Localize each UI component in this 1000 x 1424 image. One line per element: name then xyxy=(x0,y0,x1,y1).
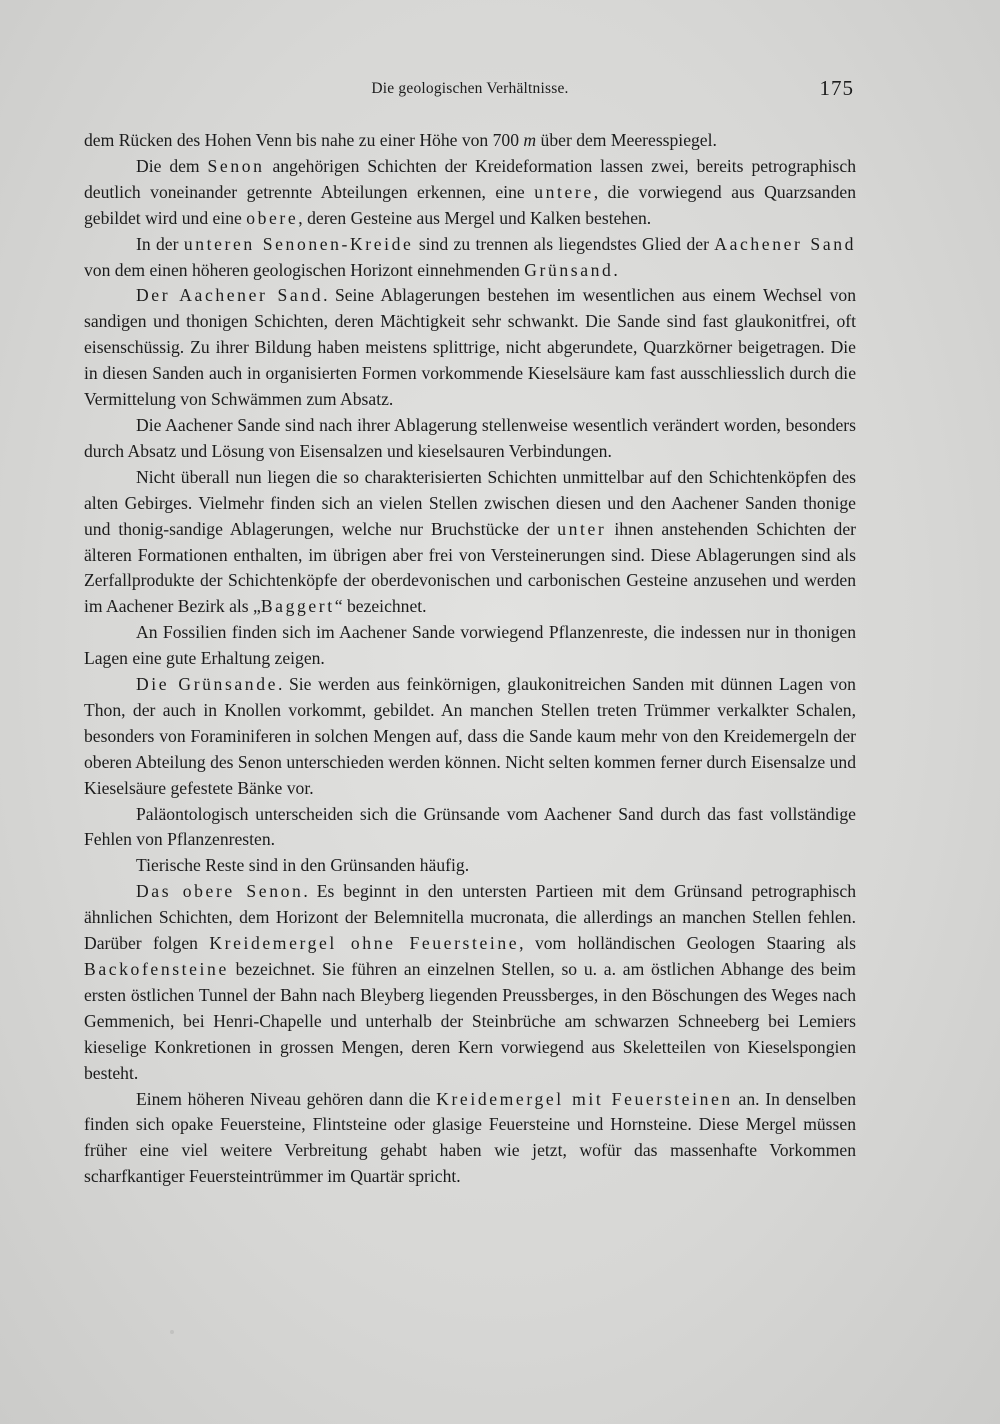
text-run: angehörigen Schichten der Kreideformation lassen zwei, bereits petrographisch deutlich voneinander getrennte Abteilungen erkennen, eine xyxy=(84,155,856,202)
text-run: Tierische Reste sind in den Grünsanden häufig. xyxy=(136,855,470,876)
text-run: von dem einen höheren geologischen Horizont einnehmenden xyxy=(84,259,525,280)
text-run: an. In denselben finden sich opake Feuersteine, Flintsteine oder glasige Feuersteine und Hornsteine. Diese Mergel müssen früher eine viel weitere Verbreitung gehabt haben wie jetzt, wofür das massenhafte Vorkommen scharfkantiger Feuersteintrümmer im Quartär spricht. xyxy=(84,1088,856,1187)
paragraph xyxy=(84,853,856,879)
running-title: Die geologischen Verhältnisse. xyxy=(371,80,569,97)
text-run: . xyxy=(613,259,618,280)
text-run: Paläontologisch unterscheiden sich die Grünsande vom Aachener Sand durch das fast vollständige Fehlen von Pflanzenresten. xyxy=(84,803,856,850)
text-run: Einem höheren Niveau gehören dann die xyxy=(136,1088,437,1109)
text-run: Die dem xyxy=(136,155,208,176)
spaced-emphasis: Grünsand xyxy=(524,259,614,280)
text-run: ihnen anstehenden Schichten der älteren Formationen enthalten, im übrigen aber frei von Versteinerungen sind. Diese Ablagerungen sind als Zerfallprodukte der Schichtenköpfe der oberdevonischen und carbonischen Gesteine anzusehen und werden im Aachener Bezirk als „ xyxy=(84,518,856,617)
paragraph xyxy=(84,802,856,854)
paper-spot xyxy=(495,945,498,948)
text-run: Die Aachener Sande sind nach ihrer Ablagerung stellenweise wesentlich verändert worden, besonders durch Absatz und Lösung von Eisensalzen und kieselsauren Verbindungen. xyxy=(84,414,856,461)
paragraph xyxy=(84,413,856,465)
text-run: “ bezeichnet. xyxy=(334,596,427,617)
text-run: , deren Gesteine aus Mergel und Kalken bestehen. xyxy=(298,207,652,228)
text-run: In der xyxy=(136,233,184,254)
spaced-emphasis: Kreidemergel mit Feuersteinen xyxy=(436,1088,733,1109)
text-run: . Es beginnt in den untersten Partieen mit dem Grünsand petrographisch ähnlichen Schichten, dem Horizont der Belemnitella mucronata, die allerdings an manchen Stellen fehlen. Darüber folgen xyxy=(84,881,856,954)
text-run: bezeichnet. Sie führen an einzelnen Stellen, so u. a. am östlichen Abhange des beim ersten östlichen Tunnel der Bahn nach Bleyberg liegenden Preussberges, in den Böschungen des Weges nach Gemmenich, bei Henri-Chapelle und unterhalb der Steinbrüche am schwarzen Schneeberg bei Lemiers kieselige Konkretionen in grossen Mengen, deren Kern vorwiegend aus Skeletteilen von Kieselspongien besteht. xyxy=(84,959,856,1083)
text-run: . Sie werden aus feinkörnigen, glaukonitreichen Sanden mit dünnen Lagen von Thon, der auch in Knollen vorkommt, gebildet. An manchen Stellen treten Trümmer verkalkter Schalen, besonders von Foraminiferen in solchen Mengen auf, dass die Sande kaum mehr von den Kreidemergeln der oberen Abteilung des Senon unterschieden werden können. Nicht selten kommen ferner durch Eisensalze und Kieselsäure gefestete Bänke vor. xyxy=(84,674,856,798)
paragraph xyxy=(84,672,856,802)
spaced-emphasis: Der Aachener Sand xyxy=(136,285,324,306)
page-header xyxy=(84,76,856,106)
spaced-emphasis: Senon xyxy=(207,155,265,176)
paragraph xyxy=(84,128,856,154)
spaced-emphasis: Baggert xyxy=(260,596,335,617)
body-text xyxy=(84,128,856,1190)
text-run: sind zu trennen als liegendstes Glied der xyxy=(413,233,715,254)
paragraph xyxy=(84,879,856,1086)
paragraph xyxy=(84,232,856,284)
spaced-emphasis: unter xyxy=(557,518,607,539)
text-run: dem Rücken des Hohen Venn bis nahe zu einer Höhe von 700 xyxy=(84,130,524,150)
paper-spot xyxy=(170,1330,174,1334)
text-run: , vom holländischen Geologen Staaring als xyxy=(519,933,856,954)
text-run: An Fossilien finden sich im Aachener Sande vorwiegend Pflanzenreste, die indessen nur in thonigen Lagen eine gute Erhaltung zeigen. xyxy=(84,622,856,669)
paragraph xyxy=(84,283,856,413)
paragraph xyxy=(84,1087,856,1191)
spaced-emphasis: Backofensteine xyxy=(84,959,229,979)
paragraph xyxy=(84,465,856,620)
spaced-emphasis: Kreidemergel ohne Feuersteine xyxy=(209,933,520,954)
text-run: über dem Meeresspiegel. xyxy=(536,130,717,150)
text-run: , die vorwiegend aus Quarzsanden gebildet wird und eine xyxy=(84,181,856,228)
spaced-emphasis: untere xyxy=(534,181,594,202)
italic-unit: m xyxy=(523,130,537,150)
paragraph xyxy=(84,620,856,672)
page-number: 175 xyxy=(819,76,854,100)
text-run: Nicht überall nun liegen die so charakterisierten Schichten unmittelbar auf den Schichtenköpfen des alten Gebirges. Vielmehr finden sich an vielen Stellen zwischen diesen und den Aachener Sanden thonige und thonig-sandige Ablagerungen, welche nur Bruchstücke der xyxy=(84,466,856,539)
spaced-emphasis: unteren Senonen-Kreide xyxy=(183,233,414,254)
spaced-emphasis: Die Grünsande xyxy=(136,674,279,695)
text-run: . Seine Ablagerungen bestehen im wesentlichen aus einem Wechsel von sandigen und thonigen Schichten, deren Mächtigkeit sehr schwankt. Die Sande sind fast glaukonitfrei, oft eisenschüssig. Zu ihrer Bildung haben meistens splittrige, nicht abgerundete, Quarzkörner beigetragen. Die in diesen Sanden auch in organisierten Formen vorkommende Kieselsäure kam fast ausschliesslich durch die Vermittelung von Schwämmen zum Absatz. xyxy=(84,285,856,410)
spaced-emphasis: Aachener Sand xyxy=(714,233,857,254)
paragraph xyxy=(84,154,856,232)
spaced-emphasis: obere xyxy=(246,207,299,228)
spaced-emphasis: Das obere Senon xyxy=(136,881,304,902)
